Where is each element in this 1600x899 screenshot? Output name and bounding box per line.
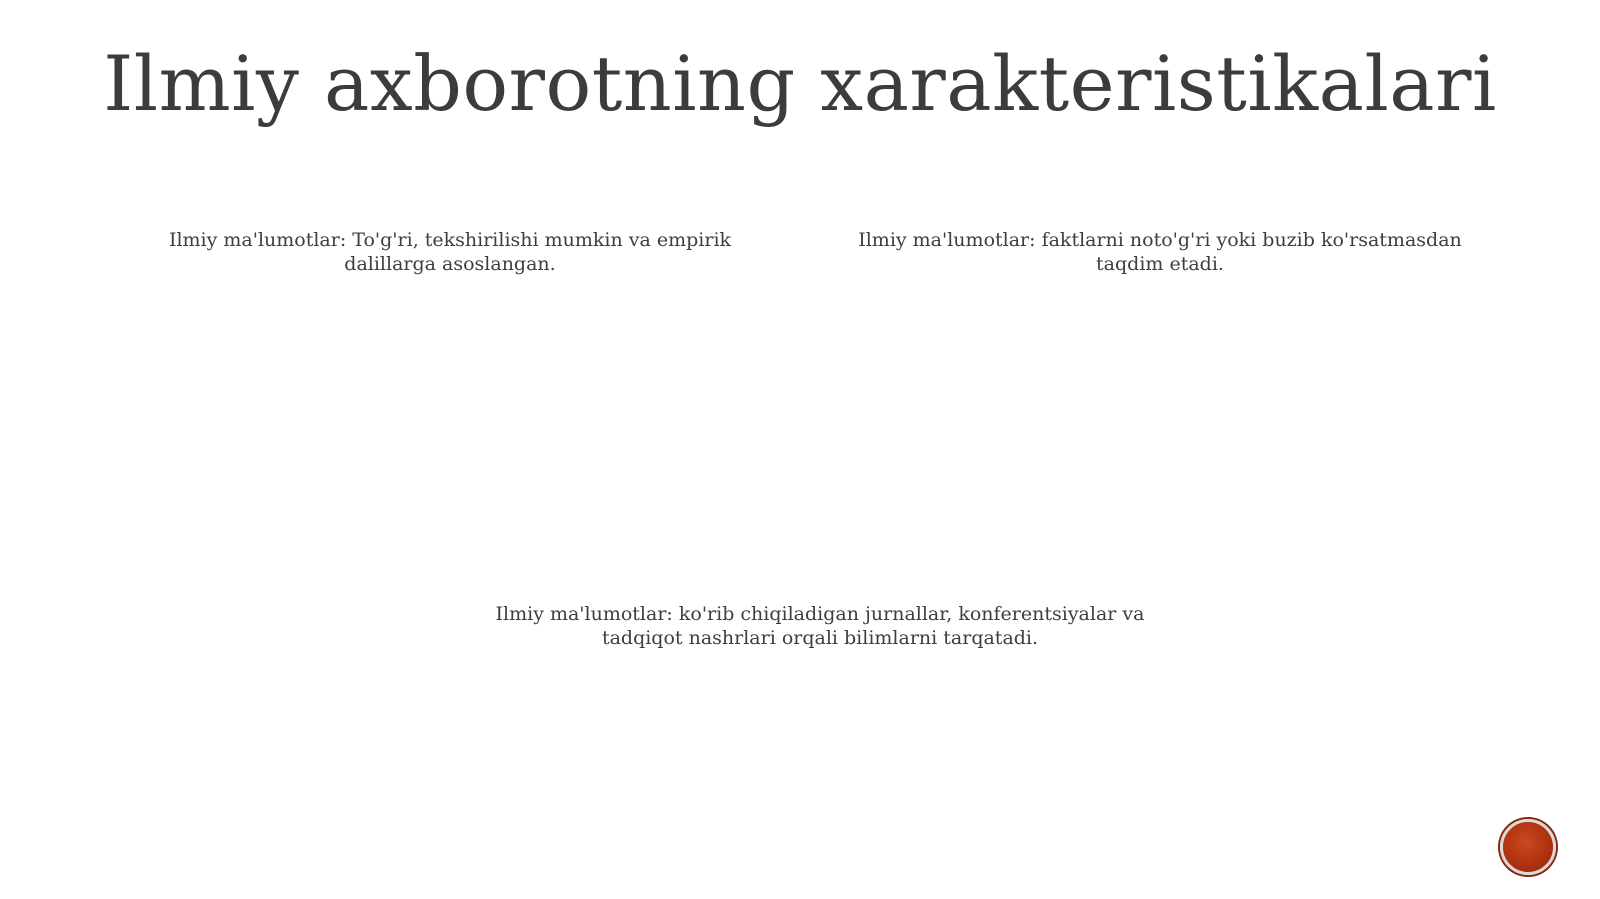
point-text-objectivity: Ilmiy ma'lumotlar: faktlarni noto'g'ri yoki buzib ko'rsatmasdan taqdim etadi.	[858, 229, 1462, 275]
slide-title: Ilmiy axborotning xarakteristikalari	[103, 39, 1497, 128]
point-text-dissemination: Ilmiy ma'lumotlar: ko'rib chiqiladigan jurnallar, konferentsiyalar va tadqiqot nashrlari orqali bilimlarni tarqatadi.	[495, 603, 1145, 649]
record-icon[interactable]	[1500, 819, 1556, 875]
point-text-accuracy: Ilmiy ma'lumotlar: To'g'ri, tekshirilishi mumkin va empirik dalillarga asoslangan.	[168, 229, 732, 275]
